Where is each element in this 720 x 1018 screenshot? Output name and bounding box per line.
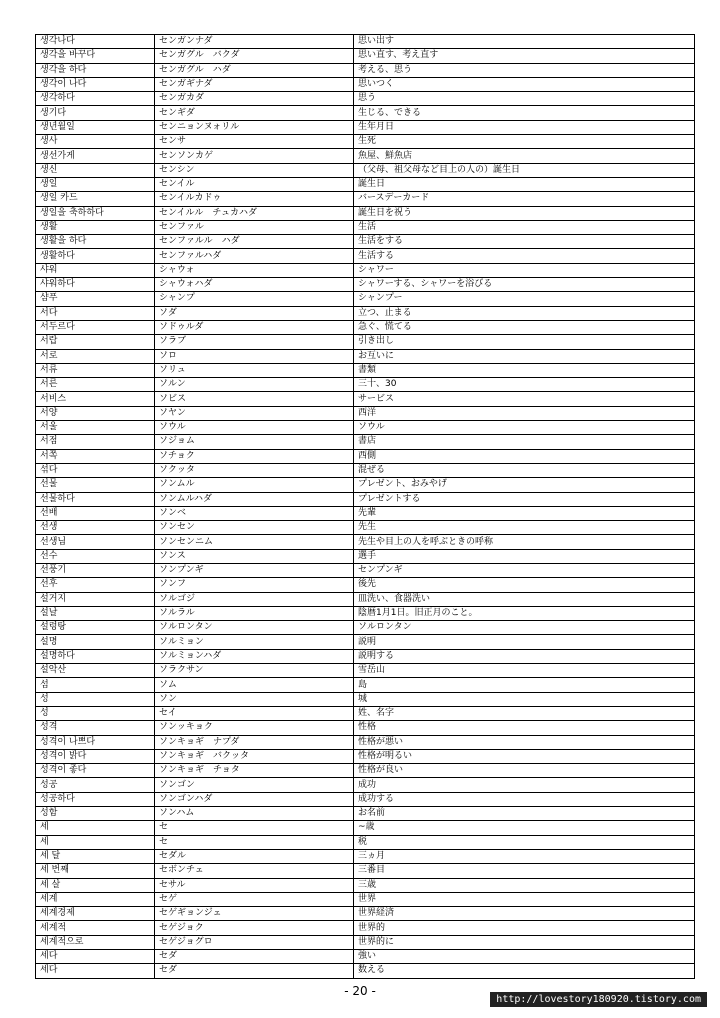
pronunciation-cell: センソンカゲ	[155, 149, 354, 163]
pronunciation-cell: セゲジョグロ	[155, 935, 354, 949]
table-row	[36, 263, 695, 277]
japanese-meaning-cell: ソウル	[354, 421, 695, 435]
pronunciation-cell: ソチョク	[155, 449, 354, 463]
korean-word-cell: 서양	[36, 406, 155, 420]
pronunciation-cell: ソラクサン	[155, 664, 354, 678]
table-row	[36, 778, 695, 792]
japanese-meaning-cell: 三ヵ月	[354, 849, 695, 863]
korean-word-cell: 설명하다	[36, 649, 155, 663]
table-row	[36, 849, 695, 863]
korean-word-cell: 서로	[36, 349, 155, 363]
korean-word-cell: 성공	[36, 778, 155, 792]
table-row	[36, 335, 695, 349]
korean-word-cell: 생각이 나다	[36, 77, 155, 91]
japanese-meaning-cell: センプンギ	[354, 563, 695, 577]
korean-word-cell: 생신	[36, 163, 155, 177]
japanese-meaning-cell: 急ぐ、慌てる	[354, 320, 695, 334]
korean-word-cell: 세다	[36, 950, 155, 964]
japanese-meaning-cell: シャワーする、シャワーを浴びる	[354, 278, 695, 292]
japanese-meaning-cell: バースデーカード	[354, 192, 695, 206]
korean-word-cell: 성격	[36, 721, 155, 735]
korean-word-cell: 성	[36, 692, 155, 706]
table-row	[36, 192, 695, 206]
korean-word-cell: 생각을 하다	[36, 63, 155, 77]
japanese-meaning-cell: 生活	[354, 220, 695, 234]
japanese-meaning-cell: 世界的に	[354, 935, 695, 949]
pronunciation-cell: センガグル バクダ	[155, 49, 354, 63]
pronunciation-cell: ソルミョンハダ	[155, 649, 354, 663]
japanese-meaning-cell: 税	[354, 835, 695, 849]
japanese-meaning-cell: 成功	[354, 778, 695, 792]
pronunciation-cell: ソンス	[155, 549, 354, 563]
korean-word-cell: 서랍	[36, 335, 155, 349]
japanese-meaning-cell: 世界	[354, 892, 695, 906]
vocabulary-table	[35, 34, 695, 979]
table-row	[36, 163, 695, 177]
japanese-meaning-cell: 数える	[354, 964, 695, 978]
korean-word-cell: 세	[36, 821, 155, 835]
korean-word-cell: 성공하다	[36, 792, 155, 806]
pronunciation-cell: ソンキョギ チョタ	[155, 764, 354, 778]
table-row	[36, 320, 695, 334]
korean-word-cell: 선수	[36, 549, 155, 563]
korean-word-cell: 생각하다	[36, 92, 155, 106]
japanese-meaning-cell: 姓、名字	[354, 706, 695, 720]
table-row	[36, 764, 695, 778]
japanese-meaning-cell: 生活をする	[354, 235, 695, 249]
pronunciation-cell: センイルカドゥ	[155, 192, 354, 206]
japanese-meaning-cell: ソルロンタン	[354, 621, 695, 635]
japanese-meaning-cell: 誕生日	[354, 177, 695, 191]
korean-word-cell: 서두르다	[36, 320, 155, 334]
pronunciation-cell: センシン	[155, 163, 354, 177]
table-row	[36, 363, 695, 377]
table-row	[36, 721, 695, 735]
table-row	[36, 392, 695, 406]
table-row	[36, 692, 695, 706]
pronunciation-cell: ソンフ	[155, 578, 354, 592]
korean-word-cell: 세 번째	[36, 864, 155, 878]
japanese-meaning-cell: 混ぜる	[354, 463, 695, 477]
pronunciation-cell: センファルハダ	[155, 249, 354, 263]
korean-word-cell: 생각나다	[36, 35, 155, 49]
korean-word-cell: 섞다	[36, 463, 155, 477]
table-row	[36, 120, 695, 134]
japanese-meaning-cell: 島	[354, 678, 695, 692]
korean-word-cell: 세계적	[36, 921, 155, 935]
pronunciation-cell: ソダ	[155, 306, 354, 320]
pronunciation-cell: センイルル チュカハダ	[155, 206, 354, 220]
korean-word-cell: 선풍기	[36, 563, 155, 577]
korean-word-cell: 설렁탕	[36, 621, 155, 635]
pronunciation-cell: セ	[155, 821, 354, 835]
japanese-meaning-cell: 思い出す	[354, 35, 695, 49]
korean-word-cell: 설거지	[36, 592, 155, 606]
table-row	[36, 249, 695, 263]
table-row	[36, 563, 695, 577]
table-row	[36, 864, 695, 878]
pronunciation-cell: ソンキョギ バクッタ	[155, 749, 354, 763]
table-row	[36, 106, 695, 120]
korean-word-cell: 생일을 축하하다	[36, 206, 155, 220]
table-row	[36, 792, 695, 806]
table-row	[36, 492, 695, 506]
pronunciation-cell: センファル	[155, 220, 354, 234]
japanese-meaning-cell: （父母、祖父母など目上の人の）誕生日	[354, 163, 695, 177]
pronunciation-cell: ソウル	[155, 421, 354, 435]
pronunciation-cell: ソルミョン	[155, 635, 354, 649]
table-row	[36, 706, 695, 720]
japanese-meaning-cell: 皿洗い、食器洗い	[354, 592, 695, 606]
pronunciation-cell: センニョンヌォリル	[155, 120, 354, 134]
korean-word-cell: 선배	[36, 506, 155, 520]
korean-word-cell: 샤워하다	[36, 278, 155, 292]
table-row	[36, 92, 695, 106]
japanese-meaning-cell: 説明	[354, 635, 695, 649]
korean-word-cell: 생활하다	[36, 249, 155, 263]
japanese-meaning-cell: 引き出し	[354, 335, 695, 349]
japanese-meaning-cell: 西側	[354, 449, 695, 463]
table-row	[36, 635, 695, 649]
japanese-meaning-cell: シャワー	[354, 263, 695, 277]
pronunciation-cell: ソドゥルダ	[155, 320, 354, 334]
pronunciation-cell: ソム	[155, 678, 354, 692]
korean-word-cell: 선물하다	[36, 492, 155, 506]
pronunciation-cell: ソンハム	[155, 807, 354, 821]
table-row	[36, 921, 695, 935]
japanese-meaning-cell: 魚屋、鮮魚店	[354, 149, 695, 163]
pronunciation-cell: ソリュ	[155, 363, 354, 377]
table-row	[36, 49, 695, 63]
pronunciation-cell: ソンッキョク	[155, 721, 354, 735]
korean-word-cell: 세 달	[36, 849, 155, 863]
japanese-meaning-cell: 成功する	[354, 792, 695, 806]
korean-word-cell: 생기다	[36, 106, 155, 120]
table-row	[36, 149, 695, 163]
pronunciation-cell: ソンセンニム	[155, 535, 354, 549]
table-row	[36, 220, 695, 234]
table-row	[36, 135, 695, 149]
pronunciation-cell: センガカダ	[155, 92, 354, 106]
pronunciation-cell: センガンナダ	[155, 35, 354, 49]
pronunciation-cell: ソルロンタン	[155, 621, 354, 635]
table-row	[36, 406, 695, 420]
table-row	[36, 821, 695, 835]
japanese-meaning-cell: 思い直す、考え直す	[354, 49, 695, 63]
japanese-meaning-cell: 生年月日	[354, 120, 695, 134]
korean-word-cell: 세	[36, 835, 155, 849]
table-row	[36, 177, 695, 191]
japanese-meaning-cell: 性格が良い	[354, 764, 695, 778]
korean-word-cell: 서류	[36, 363, 155, 377]
japanese-meaning-cell: 世界経済	[354, 907, 695, 921]
table-row	[36, 749, 695, 763]
korean-word-cell: 선생	[36, 521, 155, 535]
pronunciation-cell: ソンプンギ	[155, 563, 354, 577]
pronunciation-cell: セダ	[155, 950, 354, 964]
japanese-meaning-cell: ~歳	[354, 821, 695, 835]
pronunciation-cell: ソンキョギ ナプダ	[155, 735, 354, 749]
table-row	[36, 292, 695, 306]
japanese-meaning-cell: 誕生日を祝う	[354, 206, 695, 220]
table-row	[36, 349, 695, 363]
table-row	[36, 206, 695, 220]
pronunciation-cell: センガグル ハダ	[155, 63, 354, 77]
pronunciation-cell: ソンムルハダ	[155, 492, 354, 506]
table-row	[36, 378, 695, 392]
japanese-meaning-cell: 思う	[354, 92, 695, 106]
table-row	[36, 578, 695, 592]
pronunciation-cell: ソヤン	[155, 406, 354, 420]
table-row	[36, 807, 695, 821]
pronunciation-cell: ソビス	[155, 392, 354, 406]
korean-word-cell: 샤워	[36, 263, 155, 277]
table-row	[36, 835, 695, 849]
pronunciation-cell: セゲ	[155, 892, 354, 906]
korean-word-cell: 설악산	[36, 664, 155, 678]
pronunciation-cell: ソルン	[155, 378, 354, 392]
korean-word-cell: 서른	[36, 378, 155, 392]
japanese-meaning-cell: 書類	[354, 363, 695, 377]
pronunciation-cell: セダル	[155, 849, 354, 863]
japanese-meaning-cell: 三十、30	[354, 378, 695, 392]
pronunciation-cell: ソロ	[155, 349, 354, 363]
japanese-meaning-cell: 三歳	[354, 878, 695, 892]
japanese-meaning-cell: 雪岳山	[354, 664, 695, 678]
japanese-meaning-cell: 先生	[354, 521, 695, 535]
table-row	[36, 478, 695, 492]
japanese-meaning-cell: 思いつく	[354, 77, 695, 91]
japanese-meaning-cell: お互いに	[354, 349, 695, 363]
korean-word-cell: 생사	[36, 135, 155, 149]
table-row	[36, 506, 695, 520]
japanese-meaning-cell: 性格が悪い	[354, 735, 695, 749]
japanese-meaning-cell: 先輩	[354, 506, 695, 520]
japanese-meaning-cell: 選手	[354, 549, 695, 563]
pronunciation-cell: ソルラル	[155, 606, 354, 620]
pronunciation-cell: シャウォ	[155, 263, 354, 277]
japanese-meaning-cell: 西洋	[354, 406, 695, 420]
japanese-meaning-cell: 性格	[354, 721, 695, 735]
korean-word-cell: 선생님	[36, 535, 155, 549]
korean-word-cell: 생년월일	[36, 120, 155, 134]
table-row	[36, 649, 695, 663]
korean-word-cell: 성격이 나쁘다	[36, 735, 155, 749]
pronunciation-cell: ソンセン	[155, 521, 354, 535]
korean-word-cell: 생일	[36, 177, 155, 191]
japanese-meaning-cell: お名前	[354, 807, 695, 821]
pronunciation-cell: センガギナダ	[155, 77, 354, 91]
pronunciation-cell: ソラブ	[155, 335, 354, 349]
pronunciation-cell: セボンチェ	[155, 864, 354, 878]
japanese-meaning-cell: 立つ、止まる	[354, 306, 695, 320]
japanese-meaning-cell: 説明する	[354, 649, 695, 663]
page-number: - 20 -	[344, 984, 376, 998]
table-row	[36, 678, 695, 692]
pronunciation-cell: センイル	[155, 177, 354, 191]
korean-word-cell: 생각을 바꾸다	[36, 49, 155, 63]
table-row	[36, 435, 695, 449]
japanese-meaning-cell: 三番目	[354, 864, 695, 878]
pronunciation-cell: ソジョム	[155, 435, 354, 449]
table-row	[36, 77, 695, 91]
korean-word-cell: 세다	[36, 964, 155, 978]
pronunciation-cell: セゲギョンジェ	[155, 907, 354, 921]
pronunciation-cell: センギダ	[155, 106, 354, 120]
table-row	[36, 535, 695, 549]
korean-word-cell: 세계적으로	[36, 935, 155, 949]
table-row	[36, 63, 695, 77]
japanese-meaning-cell: 強い	[354, 950, 695, 964]
korean-word-cell: 생활을 하다	[36, 235, 155, 249]
pronunciation-cell: セ	[155, 835, 354, 849]
table-row	[36, 907, 695, 921]
japanese-meaning-cell: プレゼント、おみやげ	[354, 478, 695, 492]
table-row	[36, 606, 695, 620]
korean-word-cell: 성	[36, 706, 155, 720]
pronunciation-cell: ソンゴン	[155, 778, 354, 792]
table-row	[36, 278, 695, 292]
pronunciation-cell: ソン	[155, 692, 354, 706]
korean-word-cell: 생일 카드	[36, 192, 155, 206]
korean-word-cell: 선후	[36, 578, 155, 592]
table-row	[36, 950, 695, 964]
korean-word-cell: 생활	[36, 220, 155, 234]
pronunciation-cell: セイ	[155, 706, 354, 720]
pronunciation-cell: ソンゴンハダ	[155, 792, 354, 806]
pronunciation-cell: ソルゴジ	[155, 592, 354, 606]
japanese-meaning-cell: 生死	[354, 135, 695, 149]
table-row	[36, 235, 695, 249]
korean-word-cell: 성격이 좋다	[36, 764, 155, 778]
japanese-meaning-cell: 性格が明るい	[354, 749, 695, 763]
table-row	[36, 306, 695, 320]
korean-word-cell: 세계경제	[36, 907, 155, 921]
pronunciation-cell: シャンプ	[155, 292, 354, 306]
table-row	[36, 592, 695, 606]
korean-word-cell: 서쪽	[36, 449, 155, 463]
japanese-meaning-cell: 先生や目上の人を呼ぶときの呼称	[354, 535, 695, 549]
korean-word-cell: 생선가게	[36, 149, 155, 163]
japanese-meaning-cell: 生活する	[354, 249, 695, 263]
japanese-meaning-cell: サービス	[354, 392, 695, 406]
korean-word-cell: 선물	[36, 478, 155, 492]
table-row	[36, 735, 695, 749]
korean-word-cell: 설날	[36, 606, 155, 620]
table-row	[36, 521, 695, 535]
japanese-meaning-cell: 陰暦1月1日。旧正月のこと。	[354, 606, 695, 620]
korean-word-cell: 성격이 밝다	[36, 749, 155, 763]
japanese-meaning-cell: 書店	[354, 435, 695, 449]
korean-word-cell: 세 살	[36, 878, 155, 892]
korean-word-cell: 서점	[36, 435, 155, 449]
japanese-meaning-cell: 世界的	[354, 921, 695, 935]
korean-word-cell: 서다	[36, 306, 155, 320]
pronunciation-cell: ソンベ	[155, 506, 354, 520]
japanese-meaning-cell: 後先	[354, 578, 695, 592]
table-row	[36, 449, 695, 463]
pronunciation-cell: センサ	[155, 135, 354, 149]
table-row	[36, 935, 695, 949]
pronunciation-cell: セゲジョク	[155, 921, 354, 935]
japanese-meaning-cell: 生じる、できる	[354, 106, 695, 120]
pronunciation-cell: センファルル ハダ	[155, 235, 354, 249]
table-row	[36, 621, 695, 635]
pronunciation-cell: セサル	[155, 878, 354, 892]
korean-word-cell: 서비스	[36, 392, 155, 406]
table-row	[36, 463, 695, 477]
table-row	[36, 549, 695, 563]
table-row	[36, 35, 695, 49]
table-row	[36, 664, 695, 678]
japanese-meaning-cell: プレゼントする	[354, 492, 695, 506]
pronunciation-cell: ソクッタ	[155, 463, 354, 477]
pronunciation-cell: シャウォハダ	[155, 278, 354, 292]
japanese-meaning-cell: 考える、思う	[354, 63, 695, 77]
table-row	[36, 421, 695, 435]
korean-word-cell: 서울	[36, 421, 155, 435]
pronunciation-cell: セダ	[155, 964, 354, 978]
japanese-meaning-cell: シャンプー	[354, 292, 695, 306]
korean-word-cell: 성함	[36, 807, 155, 821]
korean-word-cell: 섬	[36, 678, 155, 692]
table-row	[36, 892, 695, 906]
pronunciation-cell: ソンムル	[155, 478, 354, 492]
watermark-url: http://lovestory180920.tistory.com	[490, 992, 707, 1007]
vocabulary-table-body	[36, 35, 695, 979]
japanese-meaning-cell: 城	[354, 692, 695, 706]
korean-word-cell: 샴푸	[36, 292, 155, 306]
table-row	[36, 878, 695, 892]
korean-word-cell: 설명	[36, 635, 155, 649]
table-row	[36, 964, 695, 978]
korean-word-cell: 세계	[36, 892, 155, 906]
